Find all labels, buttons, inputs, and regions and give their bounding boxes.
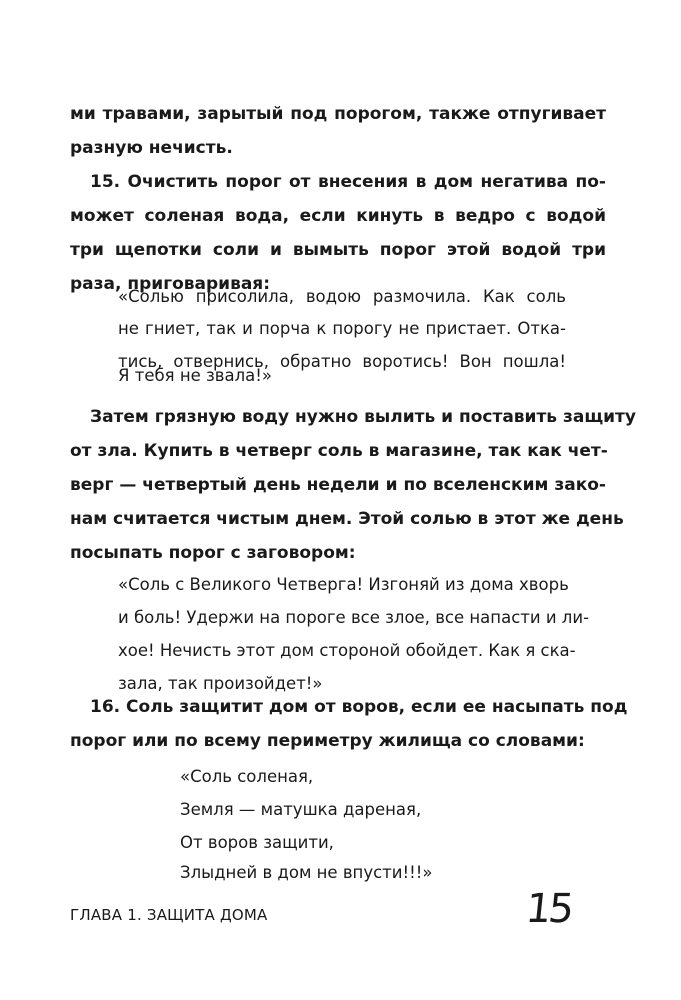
poem-line: От воров защити,	[180, 833, 334, 852]
paragraph-line: 15. Очистить порог от внесения в дом негатива по-	[90, 172, 606, 192]
poem-line: «Соль соленая,	[180, 767, 314, 786]
poem-line: Злыдней в дом не впусти!!!»	[180, 863, 433, 882]
paragraph-line: может соленая вода, если кинуть в ведро с водой	[70, 206, 606, 226]
page-number: 15	[523, 886, 574, 932]
quote-line: хое! Нечисть этот дом стороной обойдет. Как я ска-	[118, 641, 576, 660]
paragraph-line: ми травами, зарытый под порогом, также отпугивает	[70, 104, 606, 124]
paragraph-line: 16. Соль защитит дом от воров, если ее насыпать под	[90, 697, 628, 717]
chapter-title: ГЛАВА 1. ЗАЩИТА ДОМА	[70, 906, 268, 924]
quote-line: «Солью присолила, водою размочила. Как соль	[118, 287, 566, 306]
quote-line: зала, так произойдет!»	[118, 674, 323, 693]
paragraph-line: от зла. Купить в четверг соль в магазине, так как чет-	[70, 441, 608, 461]
paragraph-line: верг — четвертый день недели и по вселенским зако-	[70, 475, 606, 495]
paragraph-line: порог или по всему периметру жилища со словами:	[70, 731, 585, 751]
paragraph-line: посыпать порог с заговором:	[70, 543, 356, 563]
paragraph-line: три щепотки соли и вымыть порог этой водой три	[70, 240, 606, 260]
quote-line: не гниет, так и порча к порогу не пристает. Отка-	[118, 319, 566, 338]
quote-line: и боль! Удержи на пороге все злое, все напасти и ли-	[118, 608, 590, 627]
paragraph-line: разную нечисть.	[70, 138, 233, 158]
quote-line: «Соль с Великого Четверга! Изгоняй из дома хворь	[118, 575, 569, 594]
quote-line: Я тебя не звала!»	[118, 366, 272, 385]
poem-line: Земля — матушка дареная,	[180, 800, 422, 819]
paragraph-line: раза, приговаривая:	[70, 274, 271, 294]
quote-line: тись, отвернись, обратно воротись! Вон пошла!	[118, 352, 566, 371]
paragraph-line: нам считается чистым днем. Этой солью в этот же день	[70, 509, 624, 529]
paragraph-line: Затем грязную воду нужно вылить и поставить защиту	[90, 407, 636, 427]
